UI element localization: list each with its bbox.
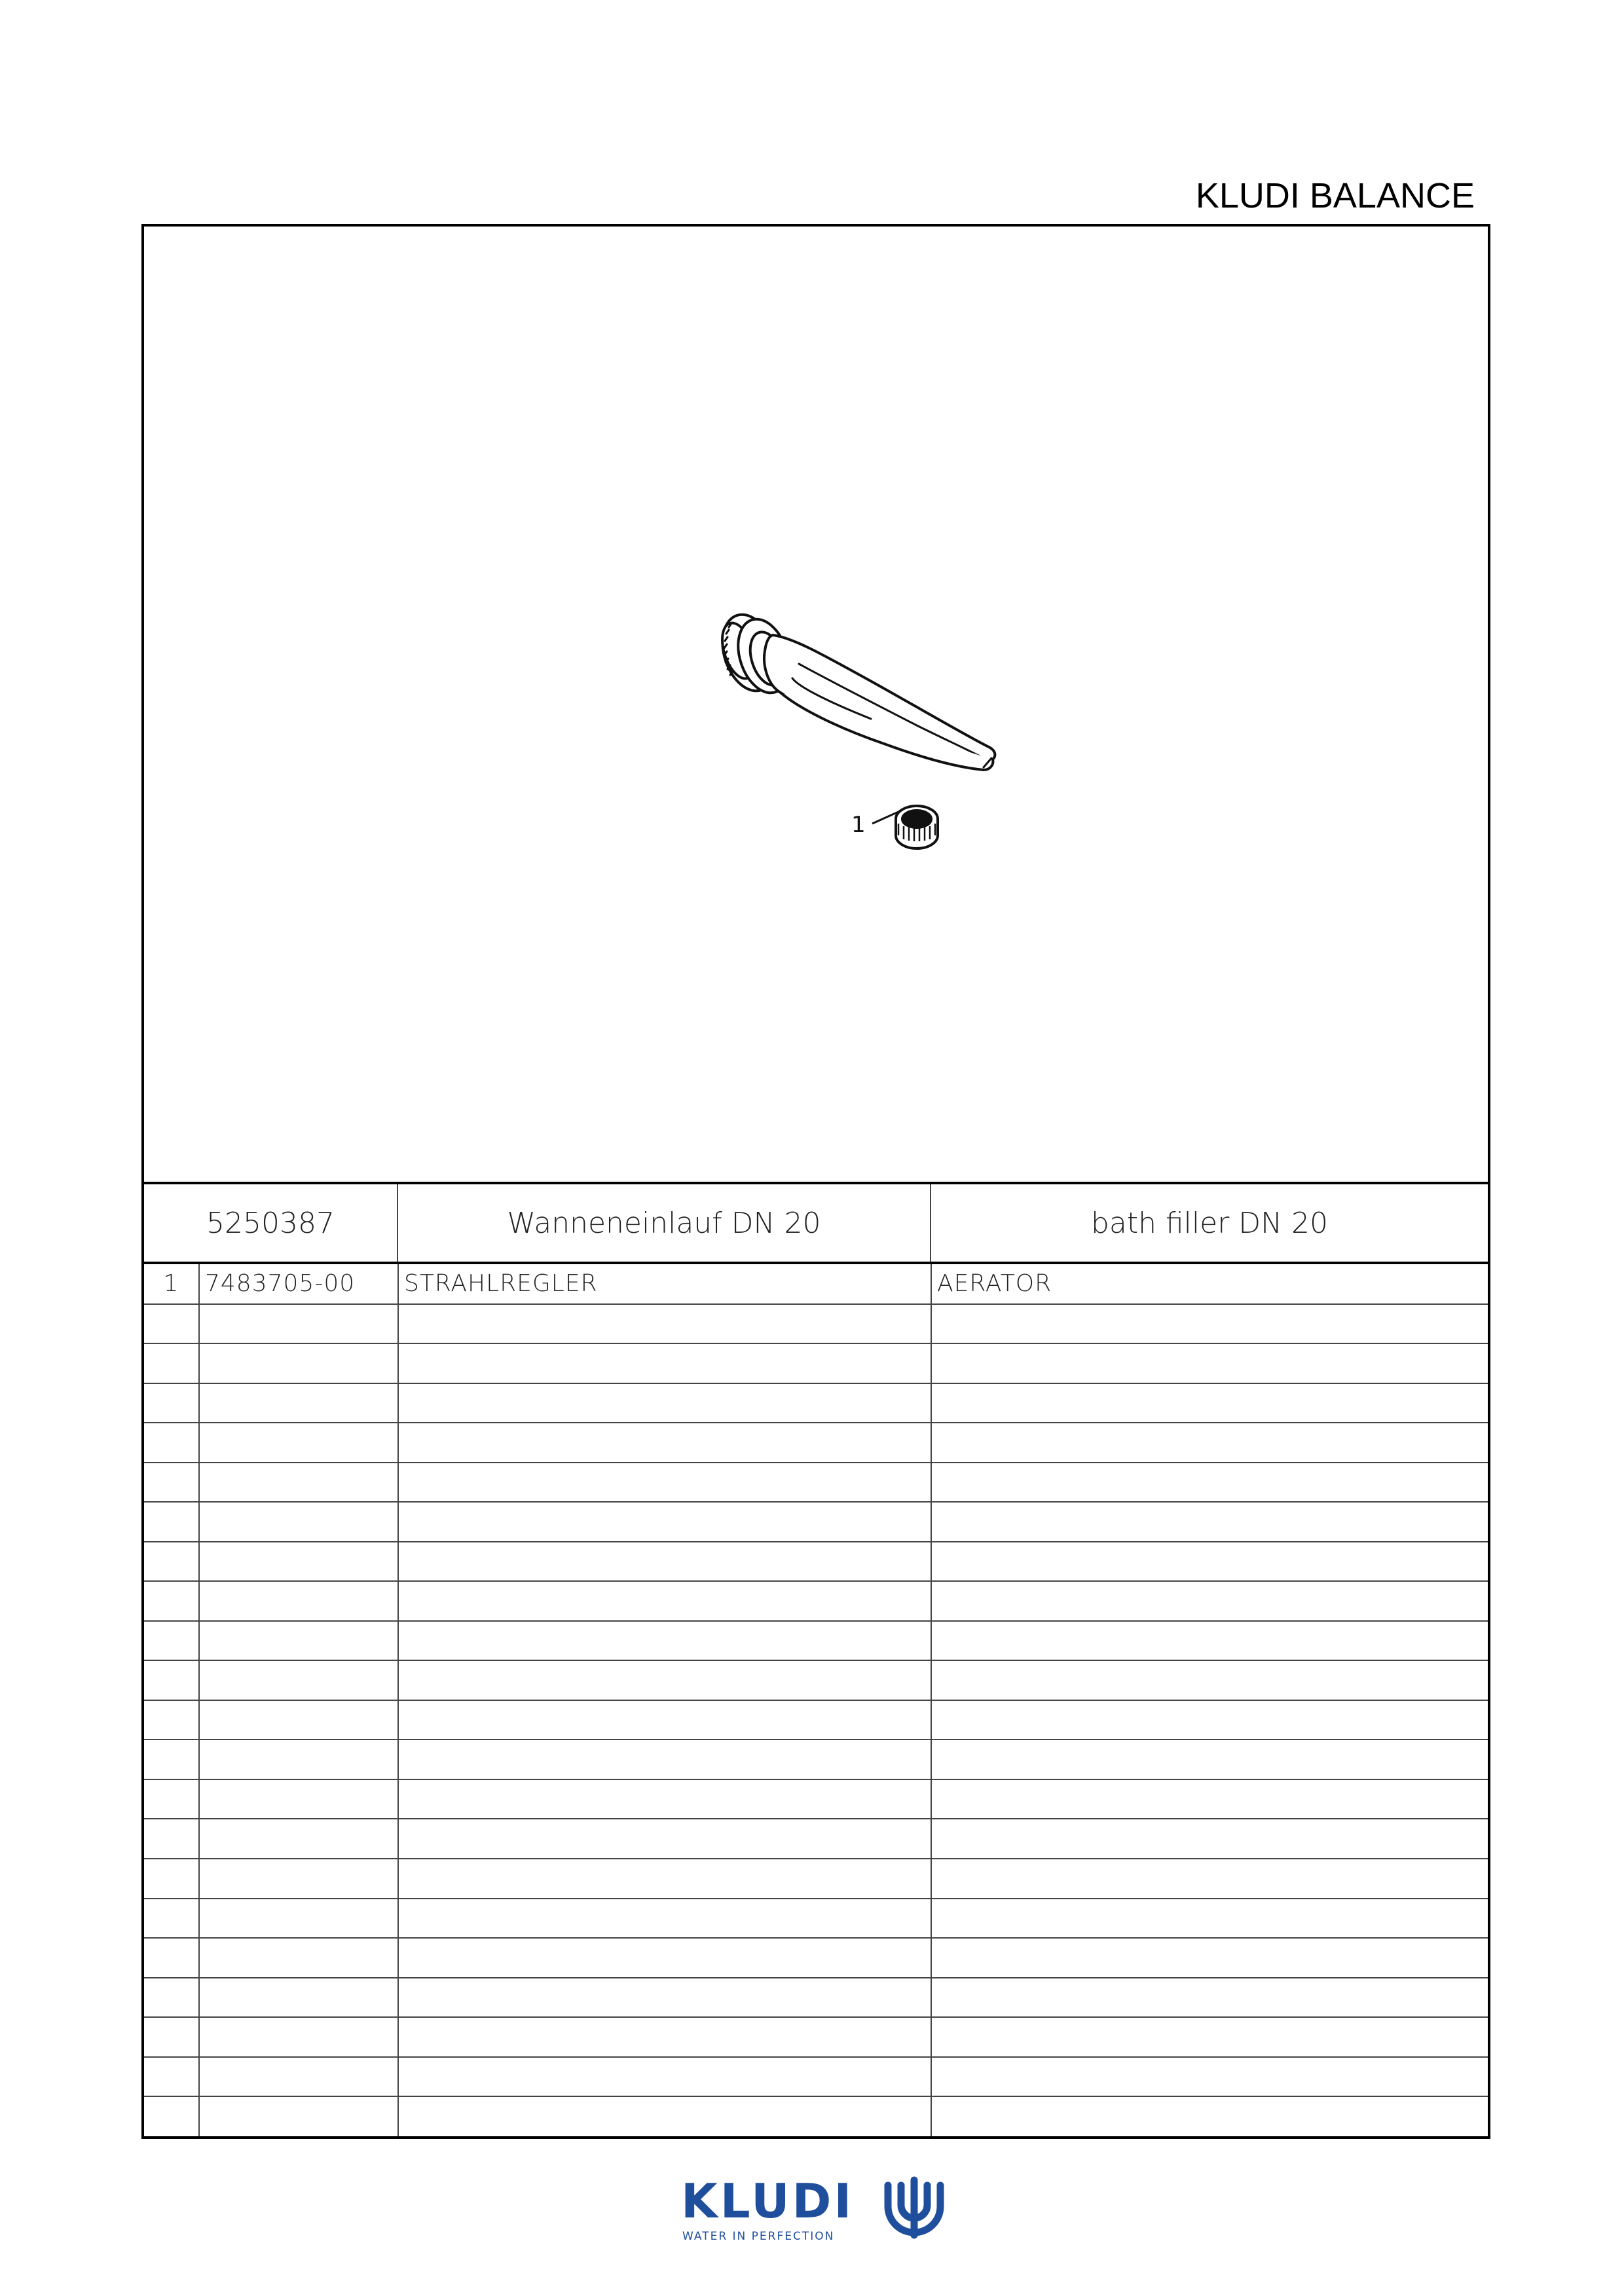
part-name-en [931, 1423, 1488, 1463]
parts-row [144, 1581, 1488, 1621]
bath-filler-illustration [713, 608, 995, 770]
parts-row [144, 1304, 1488, 1344]
part-name-de [398, 1621, 931, 1661]
part-article-number [199, 2096, 398, 2136]
product-article-number: 5250387 [144, 1184, 398, 1262]
parts-row [144, 1502, 1488, 1542]
aerator-part-illustration [896, 806, 938, 848]
part-name-de [398, 1463, 931, 1503]
part-name-en [931, 1938, 1488, 1978]
part-name-de [398, 1938, 931, 1978]
parts-row [144, 1938, 1488, 1978]
kludi-logo [681, 2175, 956, 2247]
part-article-number [199, 1938, 398, 1978]
parts-row [144, 1383, 1488, 1423]
part-name-en [931, 1740, 1488, 1779]
part-name-en: AERATOR [931, 1264, 1488, 1304]
part-article-number [199, 1423, 398, 1463]
part-position [144, 1502, 199, 1542]
parts-row [144, 1978, 1488, 2018]
part-article-number [199, 1779, 398, 1819]
parts-row [144, 1343, 1488, 1383]
parts-row [144, 2096, 1488, 2136]
parts-row [144, 1819, 1488, 1859]
parts-row [144, 1660, 1488, 1700]
kludi-emblem-icon [877, 2176, 951, 2242]
part-article-number [199, 1502, 398, 1542]
parts-row [144, 2017, 1488, 2057]
part-name-de [398, 1740, 931, 1779]
parts-row [144, 1779, 1488, 1819]
part-name-de [398, 1581, 931, 1621]
part-position [144, 2017, 199, 2057]
part-position [144, 1542, 199, 1582]
part-name-de [398, 1423, 931, 1463]
part-name-en [931, 1660, 1488, 1700]
part-position [144, 1304, 199, 1344]
logo-tagline: WATER IN PERFECTION [682, 2230, 835, 2243]
product-name-en: bath filler DN 20 [1090, 1206, 1329, 1240]
part-article-number [199, 2017, 398, 2057]
part-name-en [931, 1502, 1488, 1542]
part-name-en [931, 2017, 1488, 2057]
part-name-de [398, 1819, 931, 1859]
part-name-de [398, 1660, 931, 1700]
part-article-number [199, 1978, 398, 2018]
exploded-drawing-area [144, 227, 1488, 1184]
parts-row [144, 1899, 1488, 1939]
part-name-en [931, 1581, 1488, 1621]
parts-row [144, 1463, 1488, 1503]
parts-row [144, 1859, 1488, 1899]
part-name-en [931, 1779, 1488, 1819]
part-name-en [931, 1859, 1488, 1899]
part-name-en [931, 1542, 1488, 1582]
part-name-de [398, 1899, 931, 1939]
part-name-de [398, 1542, 931, 1582]
part-article-number [199, 1740, 398, 1779]
part-name-de [398, 1383, 931, 1423]
part-position [144, 1343, 199, 1383]
part-name-en [931, 1463, 1488, 1503]
part-position [144, 1740, 199, 1779]
part-article-number [199, 1383, 398, 1423]
parts-row [144, 2057, 1488, 2097]
part-article-number [199, 1621, 398, 1661]
part-position [144, 1819, 199, 1859]
part-name-de: STRAHLREGLER [398, 1264, 931, 1304]
part-name-en [931, 2096, 1488, 2136]
part-position [144, 1383, 199, 1423]
part-name-en [931, 1899, 1488, 1939]
part-article-number [199, 1343, 398, 1383]
part-name-en [931, 1304, 1488, 1344]
callout-number: 1 [851, 812, 866, 838]
part-name-de [398, 2096, 931, 2136]
part-article-number [199, 1859, 398, 1899]
part-position [144, 1899, 199, 1939]
parts-row [144, 1700, 1488, 1740]
part-article-number: 7483705-00 [199, 1264, 398, 1304]
part-name-en [931, 1700, 1488, 1740]
logo-wordmark: KLUDI [681, 2174, 855, 2229]
part-name-de [398, 1779, 931, 1819]
part-article-number [199, 1581, 398, 1621]
parts-row [144, 1621, 1488, 1661]
part-position: 1 [144, 1264, 199, 1304]
part-article-number [199, 1819, 398, 1859]
part-article-number [199, 1899, 398, 1939]
product-name-de: Wanneneinlauf DN 20 [398, 1184, 931, 1262]
parts-row [144, 1740, 1488, 1779]
part-position [144, 1660, 199, 1700]
part-name-de [398, 2017, 931, 2057]
part-position [144, 2057, 199, 2097]
part-name-de [398, 1343, 931, 1383]
parts-list-table [144, 1264, 1488, 2136]
part-article-number [199, 1542, 398, 1582]
part-position [144, 1463, 199, 1503]
part-name-en [931, 1383, 1488, 1423]
part-position [144, 1700, 199, 1740]
part-name-en [931, 1819, 1488, 1859]
product-header-row [144, 1184, 1488, 1264]
part-position [144, 1978, 199, 2018]
parts-row [144, 1423, 1488, 1463]
parts-row [144, 1542, 1488, 1582]
part-position [144, 2096, 199, 2136]
part-name-en [931, 1621, 1488, 1661]
series-title: KLUDI BALANCE [1195, 176, 1475, 215]
part-name-de [398, 2057, 931, 2097]
part-article-number [199, 2057, 398, 2097]
part-position [144, 1621, 199, 1661]
part-name-de [398, 1859, 931, 1899]
part-name-en [931, 2057, 1488, 2097]
part-name-en [931, 1343, 1488, 1383]
part-name-de [398, 1304, 931, 1344]
part-article-number [199, 1700, 398, 1740]
part-name-en [931, 1978, 1488, 2018]
spare-parts-sheet [141, 224, 1490, 2139]
part-name-de [398, 1978, 931, 2018]
part-article-number [199, 1463, 398, 1503]
part-position [144, 1581, 199, 1621]
part-position [144, 1423, 199, 1463]
part-position [144, 1938, 199, 1978]
part-name-de [398, 1502, 931, 1542]
parts-row [144, 1264, 1488, 1304]
part-position [144, 1779, 199, 1819]
part-article-number [199, 1660, 398, 1700]
part-name-de [398, 1700, 931, 1740]
part-position [144, 1859, 199, 1899]
part-article-number [199, 1304, 398, 1344]
